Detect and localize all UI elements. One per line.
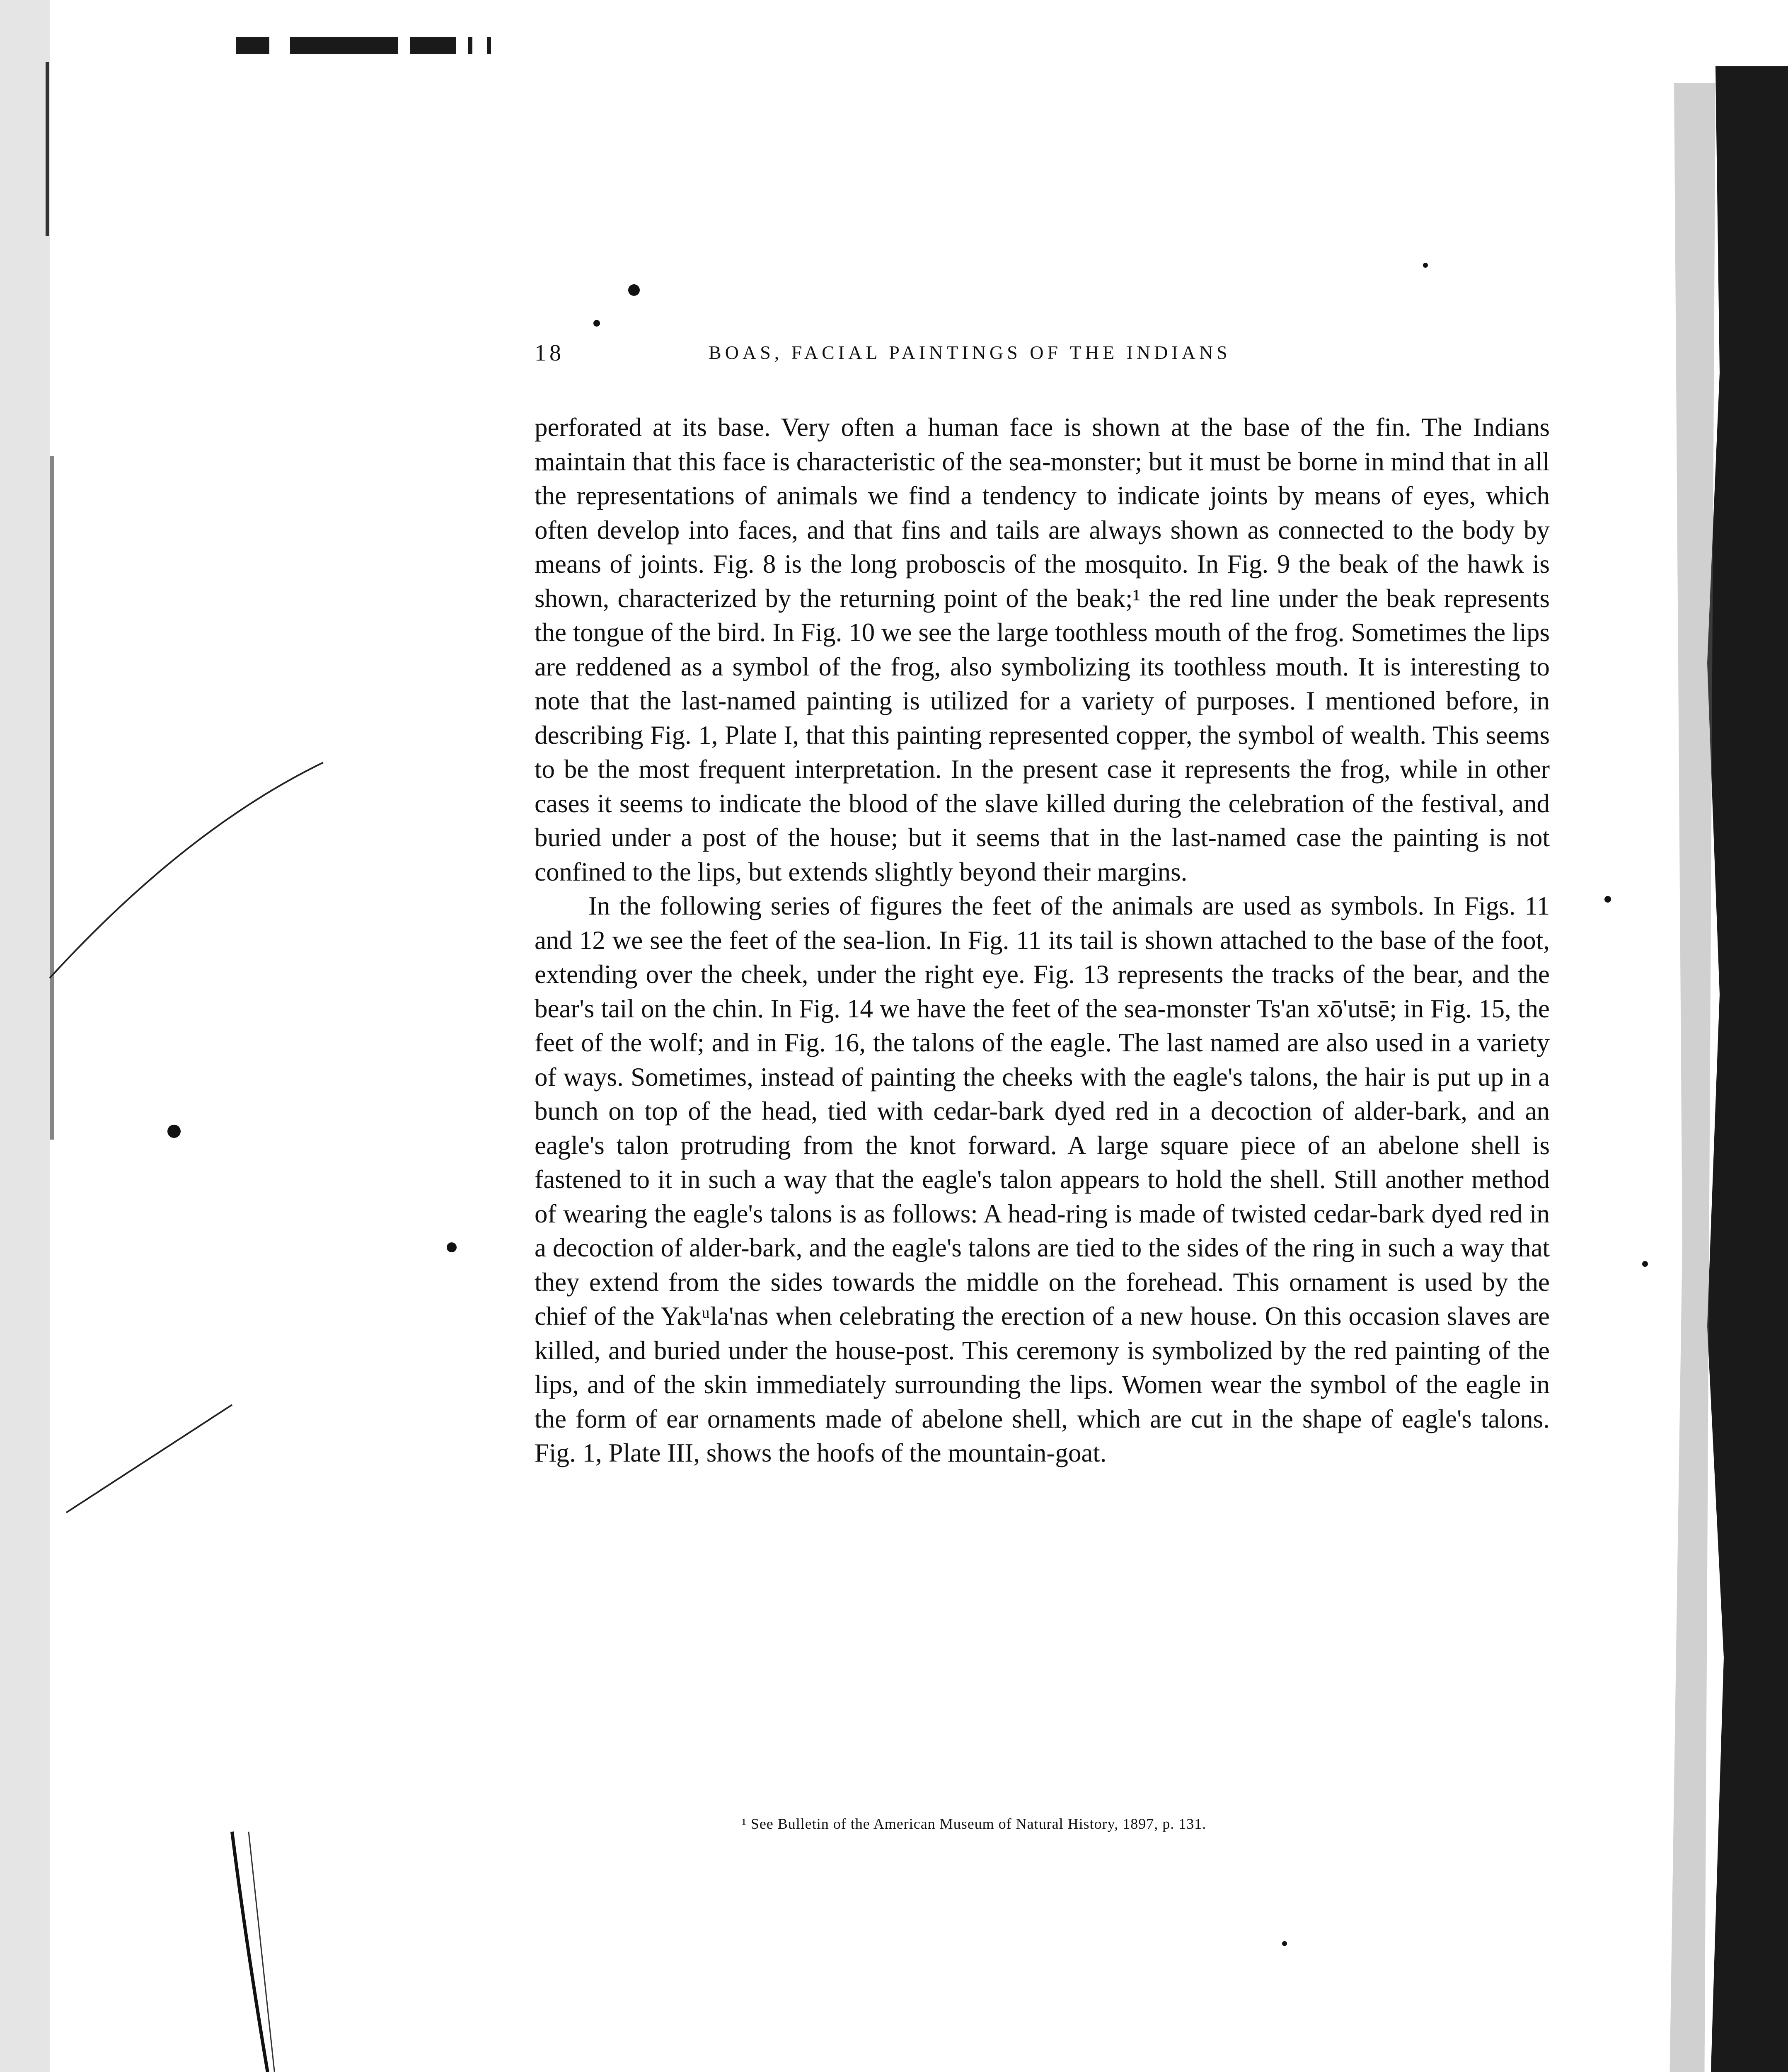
- scan-mark-top-2: [290, 37, 398, 54]
- stray-curve-left-2: [66, 1405, 232, 1513]
- footnote: ¹ See Bulletin of the American Museum of Natural History, 1897, p. 131.: [742, 1815, 1207, 1832]
- paragraph-2: In the following series of figures the feet of the animals are used as symbols. In Figs. 11 and 12 we see the feet of the sea-lion. In Fig. 11 its tail is shown attached to the base of the foot, extending over the cheek, under the right eye. Fig. 13 represents the tracks of the bear, and the bear's tail on the chin. In Fig. 14 we have the feet of the sea-monster Ts'an xō'utsē; in Fig. 15, the feet of the wolf; and in Fig. 16, the talons of the eagle. The last named are also used in a variety of ways. Sometimes, instead of painting the cheeks with the eagle's talons, the hair is put up in a bunch on top of the head, tied with cedar-bark dyed red in a decoction of alder-bark, and an eagle's talon protruding from the knot forward. A large square piece of an abelone shell is fastened to it in such a way that the eagle's talon appears to hold the shell. Still another method of wearing the eagle's talons is as follows: A head-ring is made of twisted cedar-bark dyed red in a decoction of alder-bark, and the eagle's talons are tied to the sides of the ring in such a way that they extend from the sides towards the middle on the forehead. This ornament is used by the chief of the Yakᵘla'nas when celebrating the erection of a new house. On this occasion slaves are killed, and buried under the house-post. This ceremony is symbolized by the red painting of the lips, and of the skin immediately surrounding the lips. Women wear the symbol of the eagle in the form of ear ornaments made of abelone shell, which are cut in the shape of eagle's talons. Fig. 1, Plate III, shows the hoofs of the mountain-goat.: [535, 891, 1550, 1467]
- scan-mark-top-5: [487, 37, 491, 54]
- running-head: BOAS, FACIAL PAINTINGS OF THE INDIANS: [709, 342, 1231, 363]
- scan-edge-left-line-2: [50, 456, 54, 1140]
- page-header: [535, 340, 1384, 377]
- stray-curve-bottom: [232, 1832, 307, 2072]
- page-number: 18: [535, 340, 564, 366]
- paragraph-1: perforated at its base. Very often a human face is shown at the base of the fin. The Indians maintain that this face is characteristic of the sea-monster; but it must be borne in mind that in all the representations of animals we find a tendency to indicate joints by means of eyes, which often develop into faces, and that fins and tails are always shown as connected to the body by means of joints. Fig. 8 is the long proboscis of the mosquito. In Fig. 9 the beak of the hawk is shown, characterized by the returning point of the beak;¹ the red line under the beak represents the tongue of the bird. In Fig. 10 we see the large toothless mouth of the frog. Sometimes the lips are reddened as a symbol of the frog, also symbolizing its toothless mouth. It is interesting to note that the last-named painting is utilized for a variety of purposes. I mentioned before, in describing Fig. 1, Plate I, that this painting represented copper, the symbol of wealth. This seems to be the most frequent interpretation. In the present case it represents the frog, while in other cases it seems to indicate the blood of the slave killed during the celebration of the festival, and buried under a post of the house; but it seems that in the last-named case the painting is not confined to the lips, but extends slightly beyond their margins.: [535, 413, 1550, 886]
- scan-mark-top-3: [410, 37, 456, 54]
- scan-edge-right: [1703, 66, 1788, 2072]
- body-text: [535, 410, 1550, 1470]
- stray-curve-left: [50, 762, 323, 978]
- scan-edge-left-line: [46, 62, 49, 236]
- stray-curve-bottom-2: [249, 1832, 290, 2072]
- scan-edge-right-grain: [1666, 83, 1715, 2072]
- scan-mark-top-1: [236, 37, 269, 54]
- scan-mark-top-4: [468, 37, 472, 54]
- scan-edge-left: [0, 0, 50, 2072]
